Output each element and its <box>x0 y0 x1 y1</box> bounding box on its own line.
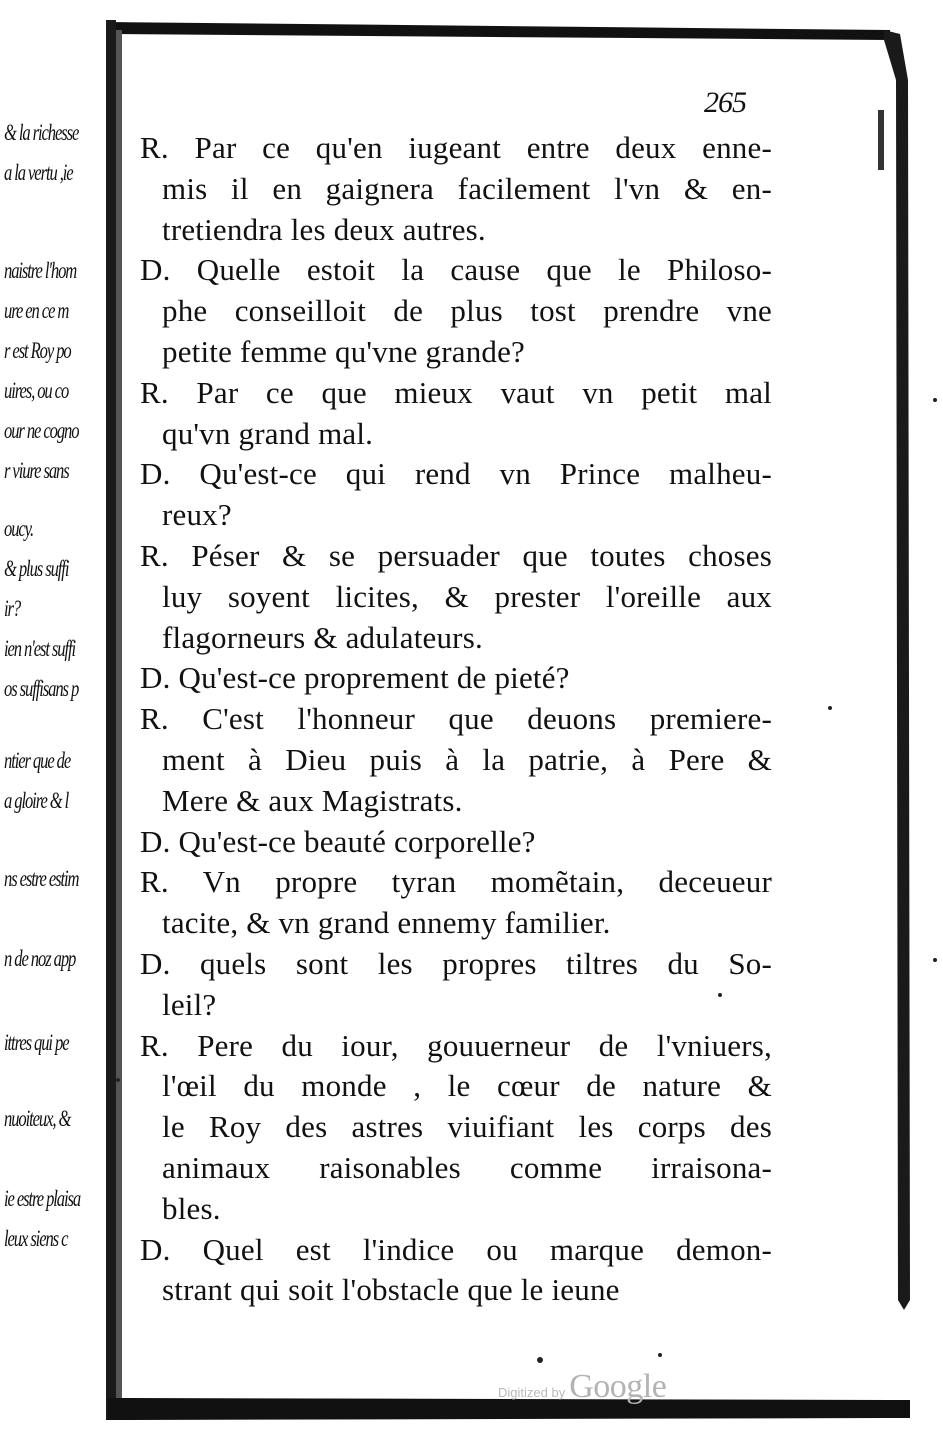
right-edge <box>884 30 910 1310</box>
entry-continuation-line: luy soyent licites, & prester l'oreille aux <box>162 578 772 614</box>
entry-first-line: R. Par ce que mieux vaut vn petit mal <box>140 374 772 410</box>
entry-first-line: D. Qu'est-ce proprement de pieté? <box>140 660 570 696</box>
facing-page-line: a la vertu ,ie <box>4 160 73 185</box>
entry-continuation-line: l'œil du monde , le cœur de nature & <box>162 1068 772 1104</box>
speck <box>658 1353 662 1357</box>
facing-page-line: ie estre plaisa <box>4 1186 81 1211</box>
facing-page-line: our ne cogno <box>4 418 79 443</box>
entry-continuation-line: petite femme qu'vne grande? <box>162 333 526 369</box>
gutter-shadow <box>116 30 122 1415</box>
entry-continuation-line: animaux raisonables comme irraisona- <box>162 1149 772 1185</box>
entry-first-line: D. Qu'est-ce beauté corporelle? <box>140 823 536 859</box>
entry-first-line: D. Quel est l'indice ou marque demon- <box>140 1231 772 1267</box>
watermark-prefix: Digitized by <box>498 1385 566 1400</box>
facing-page-line: naistre l'hom <box>4 258 77 283</box>
entry-continuation-line: le Roy des astres viuifiant les corps des <box>162 1109 772 1145</box>
top-border <box>108 22 890 40</box>
entry-continuation-line: bles. <box>162 1190 221 1226</box>
entry-first-line: D. Quelle estoit la cause que le Philoso- <box>140 252 772 288</box>
entry-continuation-line: leil? <box>162 986 217 1022</box>
entry-first-line: R. Péser & se persuader que toutes choses <box>140 537 772 573</box>
entry-first-line: R. Par ce qu'en iugeant entre deux enne- <box>140 130 772 165</box>
entry-continuation-line: tretiendra les deux autres. <box>162 211 486 247</box>
entry-continuation-line: strant qui soit l'obstacle que le ieune <box>162 1272 620 1308</box>
entry-continuation-line: mis il en gaignera facilement l'vn & en- <box>162 170 772 206</box>
entry-first-line: D. quels sont les propres tiltres du So- <box>140 945 772 981</box>
facing-page-line: leux siens c <box>4 1226 68 1251</box>
entry-continuation-line: Mere & aux Magistrats. <box>162 782 463 818</box>
facing-page-line: n de noz app <box>4 946 76 971</box>
watermark-logo: Google <box>569 1368 667 1405</box>
entry-first-line: R. Pere du iour, gouuerneur de l'vniuers, <box>140 1027 772 1063</box>
entry-first-line: R. C'est l'honneur que deuons premiere- <box>140 701 772 737</box>
body-text <box>140 128 772 1311</box>
facing-page-line: uires, ou co <box>4 378 69 403</box>
facing-page-line: & plus suffi <box>4 556 69 581</box>
entry-first-line: D. Qu'est-ce qui rend vn Prince malheu- <box>140 456 772 492</box>
entry-continuation-line: reux? <box>162 497 232 533</box>
right-edge-inner <box>878 110 884 170</box>
facing-page-line: a gloire & l <box>4 788 69 813</box>
entry-first-line: R. Vn propre tyran momẽtain, deceueur <box>140 864 772 900</box>
facing-page-line: ntier que de <box>4 748 71 773</box>
entry-continuation-line: tacite, & vn grand ennemy familier. <box>162 905 611 941</box>
speck <box>537 1357 543 1363</box>
google-watermark <box>498 1368 666 1406</box>
page-number: 265 <box>704 86 746 119</box>
facing-page-line: ir? <box>4 596 21 621</box>
facing-page-line: ns estre estim <box>4 866 79 891</box>
speck <box>933 398 937 402</box>
facing-page-line: r est Roy po <box>4 338 71 363</box>
speck <box>933 958 937 962</box>
facing-page-line: ure en ce m <box>4 298 69 323</box>
speck <box>116 1078 120 1082</box>
entry-continuation-line: flagorneurs & adulateurs. <box>162 619 483 655</box>
entry-continuation-line: ment à Dieu puis à la patrie, à Pere & <box>162 741 772 777</box>
facing-page-line: oucy. <box>4 516 34 541</box>
entry-continuation-line: qu'vn grand mal. <box>162 415 374 451</box>
facing-page-line: ien n'est suffi <box>4 636 76 661</box>
facing-page-line: os suffisans p <box>4 676 79 701</box>
facing-page-line: nuoiteux, & <box>4 1106 71 1131</box>
facing-page-fragment <box>0 0 112 1452</box>
facing-page-line: ittres qui pe <box>4 1030 69 1055</box>
speck <box>828 706 832 710</box>
entry-continuation-line: phe conseilloit de plus tost prendre vne <box>162 293 772 329</box>
facing-page-line: & la richesse <box>4 120 79 145</box>
facing-page-line: r viure sans <box>4 458 69 483</box>
